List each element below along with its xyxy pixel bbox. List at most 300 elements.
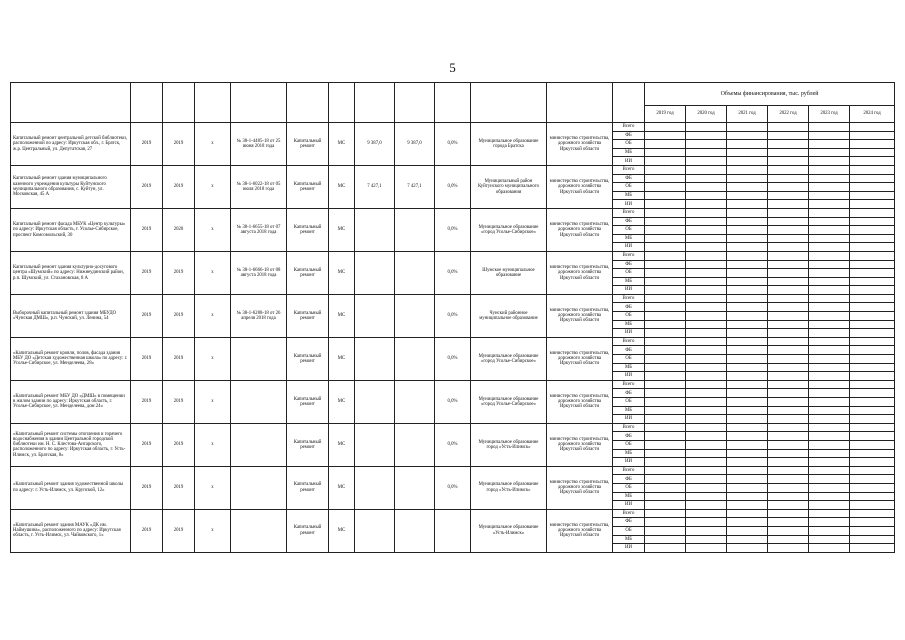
fin-source: ИИ: [613, 329, 645, 338]
gos-expertiza: х: [195, 380, 231, 423]
fin-value: [727, 320, 768, 329]
fin-value: [727, 406, 768, 415]
fin-source: ИИ: [613, 286, 645, 295]
fin-source: Всего: [613, 165, 645, 174]
fin-value: [686, 165, 727, 174]
fin-value: [686, 286, 727, 295]
fin-value: [809, 526, 850, 535]
fin-value: [645, 217, 686, 226]
fin-value: [809, 260, 850, 269]
fin-source: ОБ: [613, 440, 645, 449]
fin-value: [686, 355, 727, 364]
fin-source: ФБ: [613, 260, 645, 269]
fin-value: [768, 389, 809, 398]
fin-value: [686, 509, 727, 518]
cost: 7 427,1: [355, 165, 395, 208]
fin-value: [645, 398, 686, 407]
fin-value: [809, 123, 850, 132]
fin-value: [809, 483, 850, 492]
fin-value: [686, 303, 727, 312]
fin-value: [768, 312, 809, 321]
fin-value: [768, 475, 809, 484]
table-row: [11, 380, 895, 389]
page-number: 5: [449, 60, 456, 75]
fin-value: [809, 466, 850, 475]
fin-value: [686, 191, 727, 200]
fin-source: ФБ: [613, 131, 645, 140]
fin-value: [645, 389, 686, 398]
fin-value: [727, 458, 768, 467]
fin-value: [727, 398, 768, 407]
fin-value: [727, 312, 768, 321]
fin-source: Всего: [613, 423, 645, 432]
fin-source: ОБ: [613, 312, 645, 321]
header-gos-expertiza: [195, 83, 231, 123]
fin-value: [768, 294, 809, 303]
fin-value: [809, 208, 850, 217]
fin-value: [727, 269, 768, 278]
readiness: [435, 509, 471, 552]
cost: [355, 423, 395, 466]
table-row: [11, 466, 895, 475]
fin-value: [768, 458, 809, 467]
fin-value: [686, 535, 727, 544]
fin-value: [809, 269, 850, 278]
fin-value: [809, 440, 850, 449]
fin-value: [727, 303, 768, 312]
fin-value: [809, 380, 850, 389]
fin-value: [727, 363, 768, 372]
fin-value: [686, 277, 727, 286]
fin-value: [850, 294, 895, 303]
fin-value: [850, 466, 895, 475]
executor: министерство строительства, дорожного хозяйства Иркутской области: [547, 423, 613, 466]
fin-value: [768, 320, 809, 329]
fin-value: [809, 191, 850, 200]
header-year: 2022 год: [768, 106, 809, 123]
ownership: МС: [329, 165, 355, 208]
header-readiness: [435, 83, 471, 123]
fin-value: [645, 157, 686, 166]
ownership: МС: [329, 380, 355, 423]
fin-source: ИИ: [613, 458, 645, 467]
executor: министерство строительства, дорожного хозяйства Иркутской области: [547, 337, 613, 380]
readiness: 0,0%: [435, 423, 471, 466]
fin-value: [809, 234, 850, 243]
readiness: 0,0%: [435, 208, 471, 251]
remaining-cost: [395, 466, 435, 509]
table-row: [11, 165, 895, 174]
fin-value: [686, 372, 727, 381]
expertiza-details: [231, 509, 287, 552]
municipality: Шумское муниципальное образование: [471, 251, 547, 294]
header-remaining-cost: [395, 83, 435, 123]
fin-value: [768, 226, 809, 235]
executor: министерство строительства, дорожного хозяйства Иркутской области: [547, 509, 613, 552]
fin-value: [727, 226, 768, 235]
municipality: Муниципальное образование «город Усолье-Сибирское»: [471, 337, 547, 380]
fin-value: [850, 458, 895, 467]
end-year: 2019: [163, 466, 195, 509]
executor: министерство строительства, дорожного хозяйства Иркутской области: [547, 466, 613, 509]
fin-value: [850, 226, 895, 235]
cost: [355, 509, 395, 552]
fin-value: [850, 329, 895, 338]
ownership: МС: [329, 466, 355, 509]
fin-value: [645, 165, 686, 174]
fin-value: [850, 148, 895, 157]
header-year: 2024 год: [850, 106, 895, 123]
ownership: МС: [329, 294, 355, 337]
end-year: 2019: [163, 423, 195, 466]
fin-value: [809, 243, 850, 252]
fin-value: [727, 131, 768, 140]
fin-value: [645, 518, 686, 527]
fin-source: ОБ: [613, 355, 645, 364]
fin-value: [727, 492, 768, 501]
fin-value: [686, 243, 727, 252]
fin-value: [809, 509, 850, 518]
expertiza-details: [231, 466, 287, 509]
expertiza-details: [231, 337, 287, 380]
fin-value: [645, 509, 686, 518]
readiness: 0,0%: [435, 165, 471, 208]
table-row: [11, 251, 895, 260]
executor: министерство строительства, дорожного хозяйства Иркутской области: [547, 294, 613, 337]
fin-value: [727, 191, 768, 200]
gos-expertiza: х: [195, 123, 231, 166]
fin-value: [727, 440, 768, 449]
fin-value: [809, 183, 850, 192]
fin-source: ОБ: [613, 526, 645, 535]
fin-value: [686, 346, 727, 355]
start-year: 2019: [131, 509, 163, 552]
fin-value: [768, 165, 809, 174]
fin-source: ФБ: [613, 217, 645, 226]
remaining-cost: [395, 208, 435, 251]
executor: министерство строительства, дорожного хозяйства Иркутской области: [547, 380, 613, 423]
municipality: Муниципальное образование город «Усть-Илимск»: [471, 423, 547, 466]
cost: 9 387,0: [355, 123, 395, 166]
readiness: 0,0%: [435, 294, 471, 337]
fin-value: [727, 372, 768, 381]
fin-value: [686, 449, 727, 458]
fin-value: [768, 303, 809, 312]
header-work-type: [287, 83, 329, 123]
fin-value: [850, 131, 895, 140]
fin-source: МБ: [613, 320, 645, 329]
work-type: Капитальный ремонт: [287, 251, 329, 294]
remaining-cost: [395, 251, 435, 294]
fin-value: [768, 329, 809, 338]
fin-value: [850, 123, 895, 132]
fin-source: Всего: [613, 294, 645, 303]
fin-value: [686, 466, 727, 475]
ownership: МС: [329, 509, 355, 552]
executor: министерство строительства, дорожного хозяйства Иркутской области: [547, 165, 613, 208]
end-year: 2019: [163, 251, 195, 294]
fin-value: [645, 243, 686, 252]
fin-value: [686, 423, 727, 432]
fin-value: [768, 277, 809, 286]
work-type: Капитальный ремонт: [287, 509, 329, 552]
fin-value: [686, 217, 727, 226]
fin-value: [645, 535, 686, 544]
header-year: 2023 год: [809, 106, 850, 123]
fin-value: [768, 183, 809, 192]
fin-value: [809, 312, 850, 321]
fin-source: ФБ: [613, 346, 645, 355]
readiness: 0,0%: [435, 380, 471, 423]
table-row: [11, 208, 895, 217]
fin-value: [686, 329, 727, 338]
fin-value: [645, 346, 686, 355]
header-year: 2021 год: [727, 106, 768, 123]
readiness: 0,0%: [435, 466, 471, 509]
fin-value: [686, 320, 727, 329]
fin-value: [727, 243, 768, 252]
remaining-cost: 9 387,0: [395, 123, 435, 166]
fin-value: [850, 423, 895, 432]
fin-value: [850, 483, 895, 492]
fin-value: [768, 398, 809, 407]
municipality: Муниципальное образование «Усть-Илимск»: [471, 509, 547, 552]
fin-value: [850, 217, 895, 226]
fin-value: [686, 131, 727, 140]
fin-value: [809, 337, 850, 346]
fin-source: ФБ: [613, 389, 645, 398]
fin-value: [727, 449, 768, 458]
fin-value: [768, 432, 809, 441]
fin-value: [768, 380, 809, 389]
cost: [355, 466, 395, 509]
fin-value: [645, 191, 686, 200]
fin-value: [727, 544, 768, 553]
start-year: 2019: [131, 380, 163, 423]
fin-value: [850, 312, 895, 321]
fin-value: [809, 148, 850, 157]
fin-value: [727, 294, 768, 303]
fin-value: [809, 157, 850, 166]
fin-value: [645, 294, 686, 303]
fin-value: [768, 286, 809, 295]
fin-value: [809, 535, 850, 544]
fin-value: [850, 372, 895, 381]
fin-value: [768, 492, 809, 501]
fin-value: [727, 346, 768, 355]
fin-value: [850, 234, 895, 243]
fin-value: [809, 415, 850, 424]
fin-value: [686, 123, 727, 132]
object-name: «Капитальный ремонт системы отопления и горячего водоснабжения в здании Центральной городской библиотеки им. Н. С. Клестова-Ангарского, расположенного по адресу: Иркутская область, г. Усть-Илимск, ул. Братская, 8»: [11, 423, 131, 466]
fin-value: [727, 260, 768, 269]
gos-expertiza: х: [195, 294, 231, 337]
fin-value: [645, 415, 686, 424]
fin-value: [850, 398, 895, 407]
fin-source: МБ: [613, 148, 645, 157]
fin-value: [768, 251, 809, 260]
fin-value: [768, 243, 809, 252]
fin-value: [768, 406, 809, 415]
object-name: Капитальный ремонт фасада МБУК «Центр культуры» по адресу: Иркутская область, г. Усолье-Сибирское, проспект Комсомольский, 30: [11, 208, 131, 251]
fin-value: [850, 183, 895, 192]
municipality: Чунский районное муниципальное образование: [471, 294, 547, 337]
fin-value: [645, 286, 686, 295]
table-row: [11, 123, 895, 132]
fin-source: МБ: [613, 191, 645, 200]
fin-value: [645, 226, 686, 235]
object-name: «Капитальный ремонт МБУ ДО «ДМШ» в помещении в жилом здании по адресу: Иркутская область, г. Усолье-Сибирское, ул. Менделеева, дом 24»: [11, 380, 131, 423]
cost: [355, 380, 395, 423]
fin-value: [686, 157, 727, 166]
fin-value: [850, 389, 895, 398]
fin-value: [809, 475, 850, 484]
executor: министерство строительства, дорожного хозяйства Иркутской области: [547, 208, 613, 251]
fin-value: [768, 234, 809, 243]
fin-value: [850, 518, 895, 527]
fin-value: [850, 277, 895, 286]
fin-value: [809, 277, 850, 286]
fin-value: [809, 518, 850, 527]
fin-value: [850, 492, 895, 501]
fin-value: [686, 226, 727, 235]
fin-value: [768, 355, 809, 364]
fin-value: [645, 337, 686, 346]
expertiza-details: № 38-1-6666-18 от 08 августа 2018 года: [231, 251, 287, 294]
expertiza-details: № 38-1-6655-18 от 07 августа 2018 года: [231, 208, 287, 251]
fin-value: [727, 509, 768, 518]
fin-value: [850, 200, 895, 209]
work-type: Капитальный ремонт: [287, 380, 329, 423]
end-year: 2019: [163, 123, 195, 166]
fin-value: [850, 303, 895, 312]
remaining-cost: [395, 294, 435, 337]
table-row: [11, 294, 895, 303]
object-name: Капитальный ремонт центральной детской библиотеки, расположенной по адресу: Иркутская обл., г. Братск, ж.р. Центральный, ул. Депутатская, 27: [11, 123, 131, 166]
header-end-year: [163, 83, 195, 123]
fin-source: МБ: [613, 277, 645, 286]
fin-value: [768, 423, 809, 432]
fin-value: [850, 251, 895, 260]
fin-source: ИИ: [613, 243, 645, 252]
object-name: «Капитальный ремонт кровли, полов, фасада здания МБУ ДО «Детская художественная школа» по адресу: г. Усолье-Сибирское, ул. Менделеева, 28»: [11, 337, 131, 380]
executor: министерство строительства, дорожного хозяйства Иркутской области: [547, 251, 613, 294]
fin-value: [809, 389, 850, 398]
end-year: 2019: [163, 294, 195, 337]
financing-table: [10, 82, 895, 553]
expertiza-details: [231, 423, 287, 466]
fin-value: [850, 415, 895, 424]
fin-value: [686, 251, 727, 260]
fin-source: Всего: [613, 123, 645, 132]
fin-value: [686, 140, 727, 149]
end-year: 2019: [163, 337, 195, 380]
fin-source: ИИ: [613, 372, 645, 381]
start-year: 2019: [131, 337, 163, 380]
fin-value: [645, 174, 686, 183]
fin-value: [727, 183, 768, 192]
object-name: «Капитальный ремонт здания художественной школы по адресу: г. Усть-Илимск, ул. Крупской, 12»: [11, 466, 131, 509]
expertiza-details: № 38-1-6022-18 от 05 июля 2018 года: [231, 165, 287, 208]
fin-value: [645, 501, 686, 510]
start-year: 2019: [131, 123, 163, 166]
header-name: [11, 83, 131, 123]
fin-value: [727, 208, 768, 217]
fin-value: [850, 526, 895, 535]
fin-value: [768, 372, 809, 381]
fin-value: [809, 286, 850, 295]
fin-value: [686, 234, 727, 243]
fin-value: [686, 294, 727, 303]
fin-value: [686, 200, 727, 209]
header-start-year: [131, 83, 163, 123]
fin-value: [645, 208, 686, 217]
cost: [355, 337, 395, 380]
fin-value: [727, 355, 768, 364]
fin-value: [645, 423, 686, 432]
fin-source: Всего: [613, 251, 645, 260]
gos-expertiza: х: [195, 208, 231, 251]
object-name: Выборочный капитальный ремонт здания МБУДО «Чунская ДМШ», р.п. Чунский, ул. Ленина, 54: [11, 294, 131, 337]
header-expertiza-details: [231, 83, 287, 123]
fin-source: ИИ: [613, 544, 645, 553]
fin-value: [768, 157, 809, 166]
work-type: Капитальный ремонт: [287, 294, 329, 337]
work-type: Капитальный ремонт: [287, 165, 329, 208]
start-year: 2019: [131, 294, 163, 337]
fin-value: [768, 449, 809, 458]
municipality: Муниципальное образование «город Усолье-Сибирское»: [471, 208, 547, 251]
fin-source: МБ: [613, 449, 645, 458]
readiness: 0,0%: [435, 251, 471, 294]
header-cost: [355, 83, 395, 123]
fin-value: [645, 380, 686, 389]
fin-value: [686, 492, 727, 501]
object-name: Капитальный ремонт здания муниципального казенного учреждения культуры Куйтунского муниципального образования, с. Куйтун, ул. Московская, 45 А: [11, 165, 131, 208]
fin-value: [645, 312, 686, 321]
fin-source: ФБ: [613, 518, 645, 527]
fin-value: [645, 466, 686, 475]
fin-value: [727, 475, 768, 484]
fin-value: [809, 303, 850, 312]
fin-value: [686, 174, 727, 183]
fin-value: [850, 509, 895, 518]
municipality: Муниципальный район Куйтунского муниципального образования: [471, 165, 547, 208]
fin-value: [645, 329, 686, 338]
fin-value: [727, 535, 768, 544]
work-type: Капитальный ремонт: [287, 123, 329, 166]
fin-value: [686, 544, 727, 553]
fin-source: ФБ: [613, 475, 645, 484]
fin-value: [768, 123, 809, 132]
fin-value: [686, 440, 727, 449]
work-type: Капитальный ремонт: [287, 337, 329, 380]
fin-value: [809, 200, 850, 209]
fin-value: [727, 286, 768, 295]
fin-source: ОБ: [613, 269, 645, 278]
fin-value: [809, 329, 850, 338]
readiness: 0,0%: [435, 123, 471, 166]
fin-value: [850, 208, 895, 217]
fin-value: [686, 398, 727, 407]
fin-value: [850, 406, 895, 415]
ownership: МС: [329, 208, 355, 251]
remaining-cost: 7 427,1: [395, 165, 435, 208]
fin-value: [809, 398, 850, 407]
fin-value: [850, 355, 895, 364]
table-row: [11, 337, 895, 346]
fin-source: ФБ: [613, 432, 645, 441]
